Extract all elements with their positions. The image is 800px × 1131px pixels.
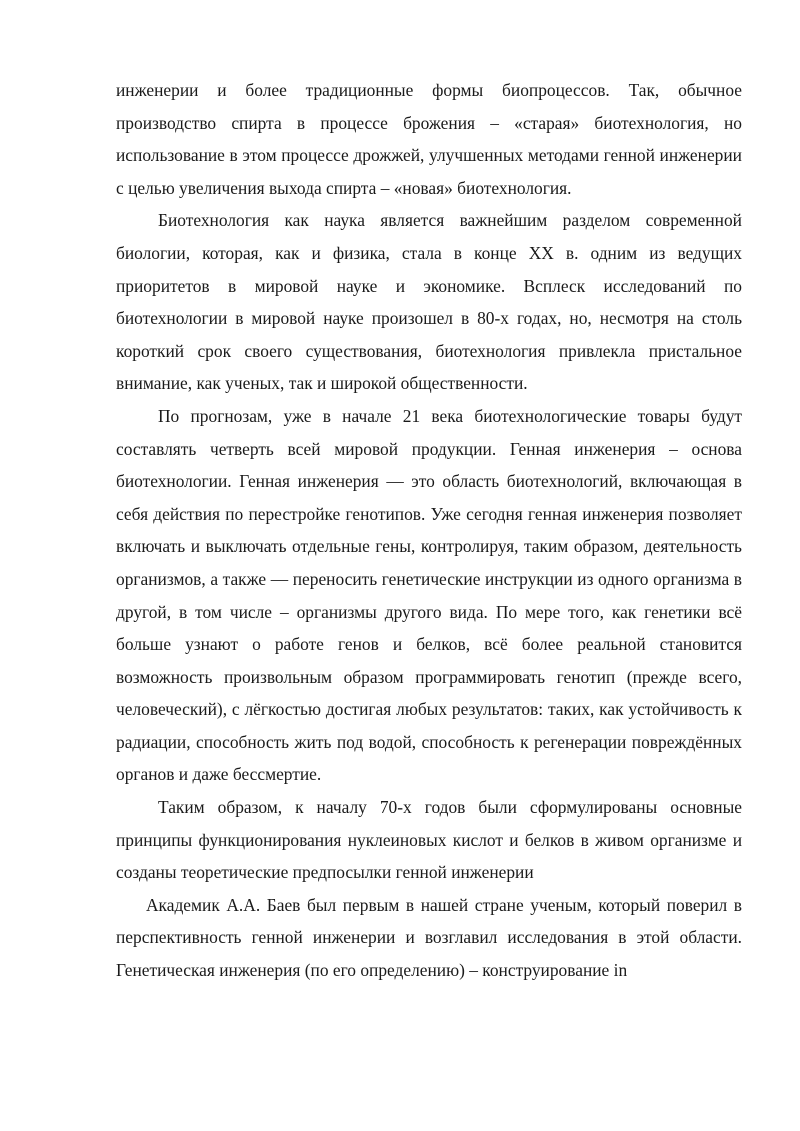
- paragraph: Академик А.А. Баев был первым в нашей стране ученым, который поверил в перспективность генной инженерии и возглавил исследования в этой области. Генетическая инженерия (по его определению) – конструирование in: [116, 894, 742, 981]
- document-page: [116, 74, 742, 987]
- paragraph: По прогнозам, уже в начале 21 века биотехнологические товары будут составлять четверть всей мировой продукции. Генная инженерия – основа биотехнологии. Генная инженерия — это область биотехнологий, включающая в себя действия по перестройке генотипов. Уже сегодня генная инженерия позволяет включать и выключать отдельные гены, контролируя, таким образом, деятельность организмов, а также — переносить генетические инструкции из одного организма в другой, в том числе – организмы другого вида. По мере того, как генетики всё больше узнают о работе генов и белков, всё более реальной становится возможность произвольным образом программировать генотип (прежде всего, человеческий), с лёгкостью достигая любых результатов: таких, как устойчивость к радиации, способность жить под водой, способность к регенерации повреждённых органов и даже бессмертие.: [116, 405, 742, 785]
- paragraph: Биотехнология как наука является важнейшим разделом современной биологии, которая, как и физика, стала в конце XX в. одним из ведущих приоритетов в мировой науке и экономике. Всплеск исследований по биотехнологии в мировой науке произошел в 80-х годах, но, несмотря на столь короткий срок своего существования, биотехнология привлекла пристальное внимание, как ученых, так и широкой общественности.: [116, 210, 742, 394]
- paragraph: инженерии и более традиционные формы биопроцессов. Так, обычное производство спирта в процессе брожения – «старая» биотехнология, но использование в этом процессе дрожжей, улучшенных методами генной инженерии с целью увеличения выхода спирта – «новая» биотехнология.: [116, 80, 742, 198]
- paragraph: Таким образом, к началу 70-х годов были сформулированы основные принципы функционирования нуклеиновых кислот и белков в живом организме и созданы теоретические предпосылки генной инженерии: [116, 797, 742, 883]
